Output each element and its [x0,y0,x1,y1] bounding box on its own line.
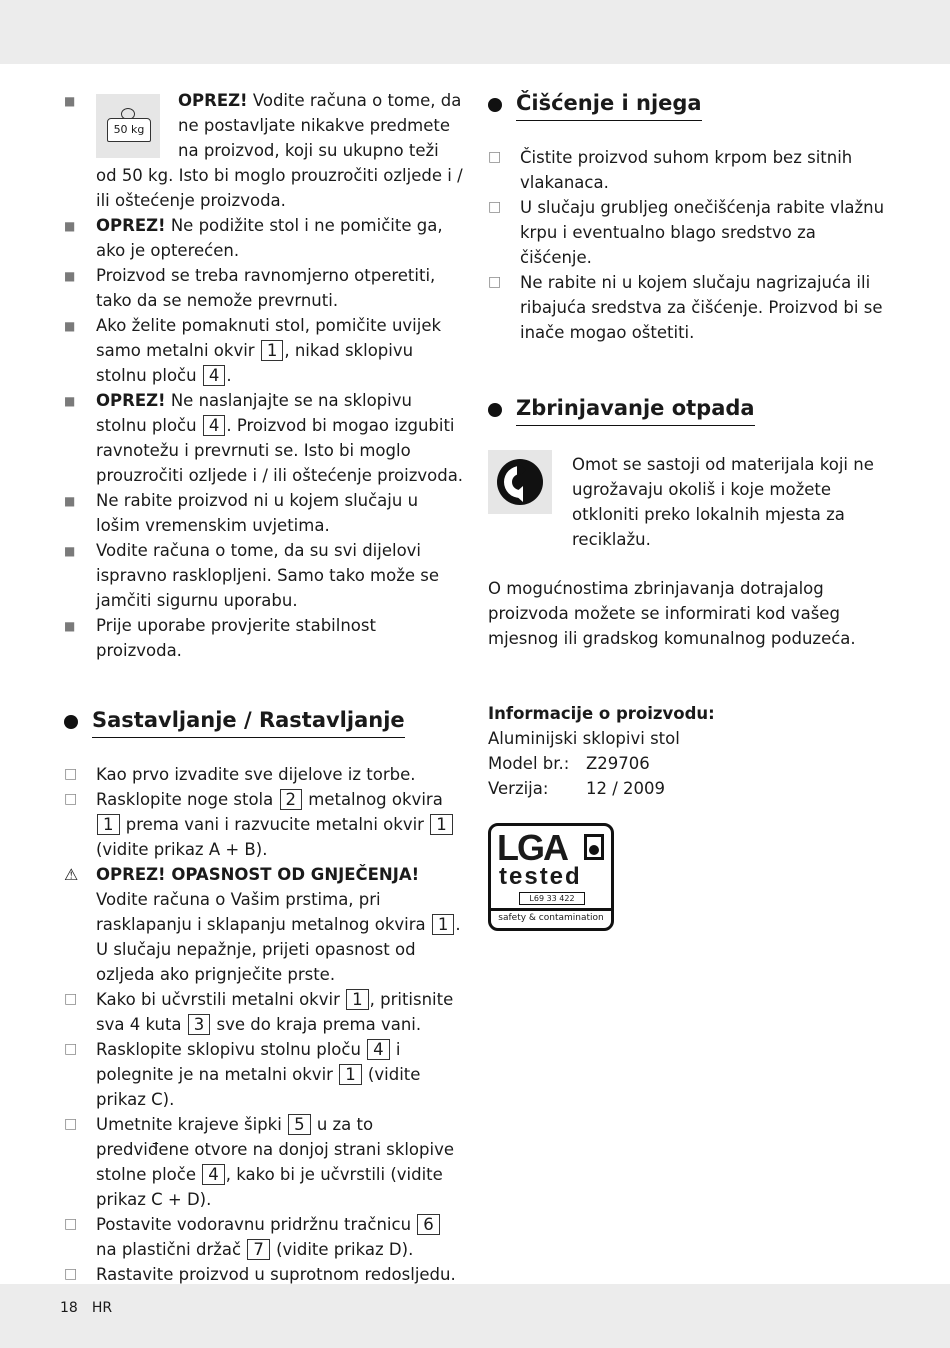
checkbox-bullet-icon: □ [64,1041,78,1057]
step-text: sve do kraja prema vani. [211,1015,422,1034]
safety-text: Ako želite pomaknuti stol, pomičite uvijek samo metalni okvir [96,316,442,360]
step-text: metalnog okvira [303,790,443,809]
safety-item [64,613,464,663]
safety-item [64,538,464,613]
checkbox-bullet-icon: □ [64,766,78,782]
checkbox-bullet-icon: □ [64,791,78,807]
square-bullet-icon: ■ [64,269,76,283]
right-column [488,88,888,931]
safety-text: Vodite računa o tome, da su svi dijelovi ispravno rasklopljeni. Samo tako može se jamčiti sigurnu uporabu. [96,541,440,610]
part-number: 1 [339,1064,362,1085]
heading-bullet-icon [488,403,502,417]
safety-text: Ne naslanjajte se na sklopivu stolnu ploču [96,391,412,435]
left-column [64,88,464,1287]
heading-bullet-icon [488,98,502,112]
safety-item [64,313,464,388]
step-text: na plastični držač [96,1240,247,1259]
step-text: Umetnite krajeve šipki [96,1115,288,1134]
checkbox-bullet-icon: □ [64,1266,78,1282]
cleaning-item [488,195,888,270]
model-label: Model br.: [488,754,570,773]
step-text: (vidite prikaz D). [270,1240,414,1259]
caution-label: OPREZ! [96,216,166,235]
version-value: 12 / 2009 [586,779,666,798]
lga-brand: LGA [497,827,567,868]
assembly-heading-text: Sastavljanje / Rastavljanje [92,705,405,738]
model-row [488,751,888,776]
part-number: 4 [202,1164,225,1185]
safety-item [64,488,464,538]
top-band [0,0,950,64]
assembly-step [64,762,464,787]
assembly-step [64,987,464,1037]
language-code: HR [91,1300,113,1316]
part-number: 1 [432,914,455,935]
disposal-heading [488,393,888,426]
part-number: 2 [280,789,303,810]
safety-item [64,88,464,213]
lga-tested-text: tested [499,863,582,890]
caution-label: OPREZ! [96,391,166,410]
cleaning-heading [488,88,888,121]
assembly-warning [64,862,464,987]
safety-item [64,263,464,313]
step-text: . U slučaju nepažnje, prijeti opasnost od ozljeda ako prignječite prste. [96,915,461,984]
disposal-heading-text: Zbrinjavanje otpada [516,393,755,426]
assembly-heading [64,705,464,738]
checkbox-bullet-icon: □ [488,199,502,215]
bottom-band [0,1284,950,1348]
disposal-packaging [488,452,888,552]
checkbox-bullet-icon: □ [64,1216,78,1232]
part-number: 4 [203,415,226,436]
step-text: prema vani i razvucite metalni okvir [120,815,430,834]
lga-mark-icon [584,834,604,860]
part-number: 5 [288,1114,311,1135]
step-text: Kako bi učvrstili metalni okvir [96,990,346,1009]
cleaning-text: U slučaju grubljeg onečišćenja rabite vlažnu krpu i eventualno blago sredstvo za čišćenje. [520,198,885,267]
warning-triangle-icon: ⚠ [64,865,79,884]
model-value: Z29706 [586,754,650,773]
safety-text: Ne rabite proizvod ni u kojem slučaju u lošim vremenskim uvjetima. [96,491,419,535]
part-number: 4 [367,1039,390,1060]
step-text: Postavite vodoravnu pridržnu tračnicu [96,1215,417,1234]
weight-icon-label: 50 kg [107,118,151,142]
page-footer [60,1300,126,1316]
step-text: Rastavite proizvod u suprotnom redosljedu. [96,1265,456,1284]
lga-tested-logo [488,823,614,931]
step-text: , pritisnite sva 4 kuta [96,990,454,1034]
safety-item [64,388,464,488]
disposal-packaging-text: Omot se sastoji od materijala koji ne ugrožavaju okoliš i koje možete otkloniti preko lokalnih mjesta za reciklažu. [572,455,874,549]
cleaning-item [488,145,888,195]
step-text: Kao prvo izvadite sve dijelove iz torbe. [96,765,416,784]
safety-text: Proizvod se treba ravnomjerno otperetiti, tako da se nemože prevrnuti. [96,266,436,310]
caution-label: OPREZ! [178,91,248,110]
version-label: Verzija: [488,779,549,798]
assembly-step [64,787,464,862]
cleaning-text: Čistite proizvod suhom krpom bez sitnih vlakanaca. [520,148,853,192]
step-text: (vidite prikaz C). [96,1065,421,1109]
heading-bullet-icon [64,715,78,729]
safety-text: . Proizvod bi mogao izgubiti ravnotežu i prevrnuti se. Isto bi moglo prouzročiti ozljede i / ili oštećenje proizvoda. [96,416,464,485]
product-info-title: Informacije o proizvodu: [488,704,715,723]
lga-code: L69 33 422 [519,892,585,905]
green-dot-recycle-icon [488,450,552,514]
square-bullet-icon: ■ [64,219,76,233]
step-text: , kako bi je učvrstili (vidite prikaz C + D). [96,1165,443,1209]
cleaning-heading-text: Čišćenje i njega [516,88,702,121]
safety-item [64,213,464,263]
square-bullet-icon: ■ [64,619,76,633]
safety-text: Prije uporabe provjerite stabilnost proizvoda. [96,616,376,660]
step-text: (vidite prikaz A + B). [96,840,268,859]
checkbox-bullet-icon: □ [488,149,502,165]
square-bullet-icon: ■ [64,94,76,108]
step-text: Vodite računa o Vašim prstima, pri rasklapanju i sklapanju metalnog okvira [96,890,431,934]
part-number: 3 [188,1014,211,1035]
step-text: Rasklopite noge stola [96,790,279,809]
checkbox-bullet-icon: □ [64,991,78,1007]
part-number: 4 [203,365,226,386]
checkbox-bullet-icon: □ [488,274,502,290]
part-number: 7 [247,1239,270,1260]
part-number: 1 [430,814,453,835]
page-number: 18 [60,1300,78,1316]
step-text: u za to predviđene otvore na donjoj strani sklopive stolne ploče [96,1115,454,1184]
safety-text: , nikad sklopivu stolnu ploču [96,341,414,385]
safety-text: Vodite računa o tome, da ne postavljate nikakve predmete na proizvod, koji su ukupno teži od 50 kg. Isto bi moglo prouzročiti ozljede i / ili oštećenje proizvoda. [96,91,463,210]
part-number: 1 [346,989,369,1010]
safety-text: . [226,366,232,385]
part-number: 1 [261,340,284,361]
part-number: 1 [97,814,120,835]
disposal-info-text: O mogućnostima zbrinjavanja dotrajalog proizvoda možete se informirati kod vašeg mjesnog ili gradskog komunalnog poduzeća. [488,579,856,648]
cleaning-text: Ne rabite ni u kojem slučaju nagrizajuća ili ribajuća sredstva za čišćenje. Proizvod bi se inače mogao oštetiti. [520,273,883,342]
cleaning-item [488,270,888,345]
square-bullet-icon: ■ [64,494,76,508]
part-number: 6 [417,1214,440,1235]
lga-safety-text: safety & contamination [498,913,604,923]
product-name: Aluminijski sklopivi stol [488,729,680,748]
step-text: i polegnite je na metalni okvir [96,1040,401,1084]
safety-text: Ne podižite stol i ne pomičite ga, ako je opterećen. [96,216,443,260]
assembly-step [64,1112,464,1212]
square-bullet-icon: ■ [64,544,76,558]
warning-label: OPREZ! OPASNOST OD GNJEČENJA! [96,865,420,884]
weight-50kg-icon [96,94,160,158]
version-row [488,776,888,801]
square-bullet-icon: ■ [64,319,76,333]
checkbox-bullet-icon: □ [64,1116,78,1132]
product-info [488,701,888,801]
assembly-step [64,1212,464,1262]
square-bullet-icon: ■ [64,394,76,408]
assembly-step [64,1037,464,1112]
step-text: Rasklopite sklopivu stolnu ploču [96,1040,367,1059]
